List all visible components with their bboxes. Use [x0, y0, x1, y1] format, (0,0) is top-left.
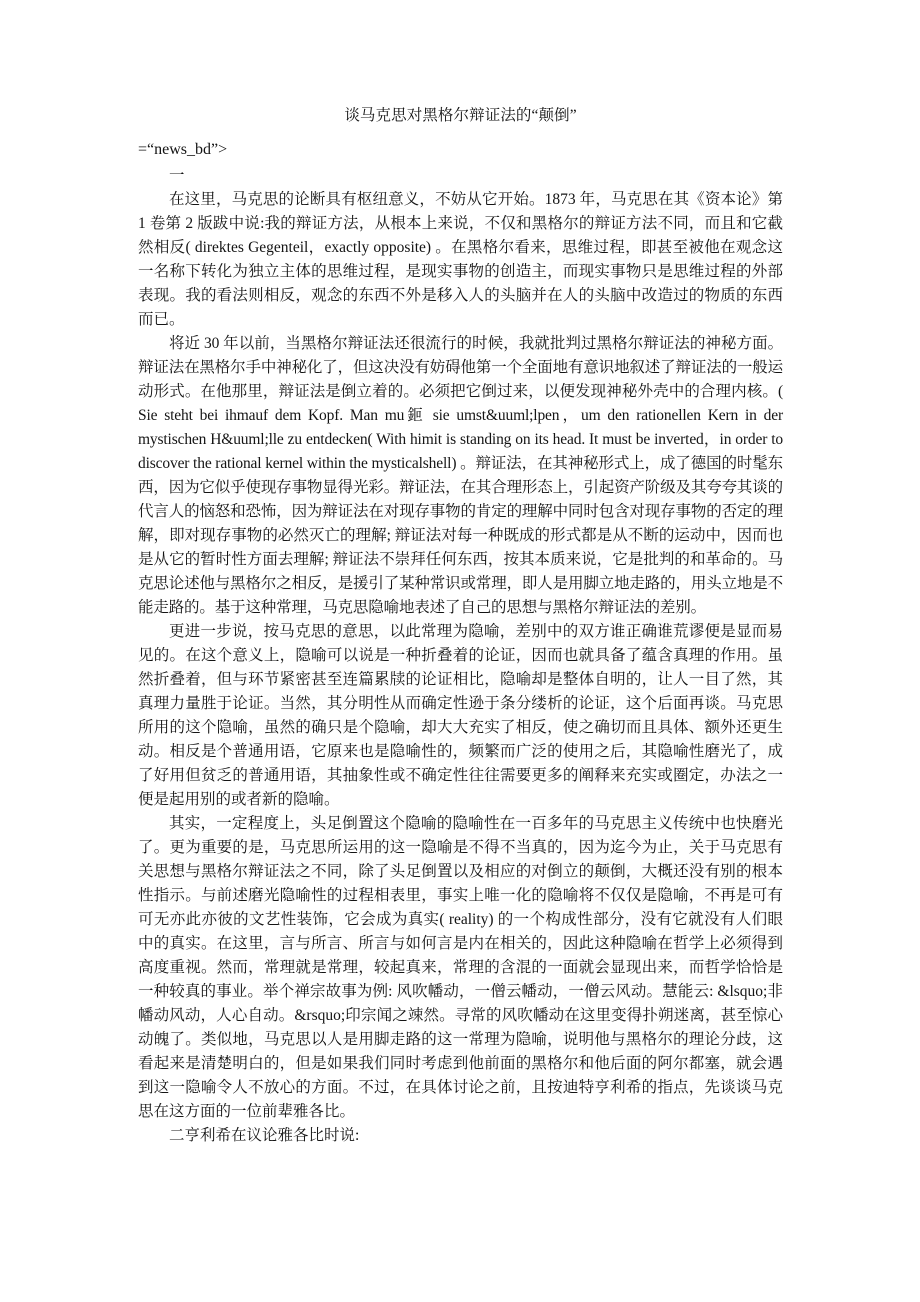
section-marker-one: 一 [169, 167, 185, 184]
raw-html-fragment: =“news_bd”> [138, 141, 228, 158]
paragraph-2: 将近 30 年以前，当黑格尔辩证法还很流行的时候，我就批判过黑格尔辩证法的神秘方面。辩证法在黑格尔手中神秘化了，但这决没有妨碍他第一个全面地有意识地叙述了辩证法的一般运动形式。在他那里，辩证法是倒立着的。必须把它倒过来，以便发现神秘外壳中的合理内核。( Sie steht bei ihmauf dem Kopf. Man mu鉕 sie umst&uuml;lpen，um den rationellen Kern in der mystischen H&uuml;lle zu entdecken( With himit is standing on its head. It must be inverted，in order to discover the rational kernel within the mysticalshell) 。辩证法，在其神秘形式上，成了德国的时髦东西，因为它似乎使现存事物显得光彩。辩证法，在其合理形态上，引起资产阶级及其夸夸其谈的代言人的恼怒和恐怖，因为辩证法在对现存事物的肯定的理解中同时包含对现存事物的否定的理解，即对现存事物的必然灭亡的理解; 辩证法对每一种既成的形式都是从不断的运动中，因而也是从它的暂时性方面去理解; 辩证法不崇拜任何东西，按其本质来说，它是批判的和革命的。马克思论述他与黑格尔之相反，是援引了某种常识或常理，即人是用脚立地走路的，用头立地是不能走路的。基于这种常理，马克思隐喻地表述了自己的思想与黑格尔辩证法的差别。 [138, 335, 783, 616]
paragraph-3: 更进一步说，按马克思的意思，以此常理为隐喻，差别中的双方谁正确谁荒谬便是显而易见的。在这个意义上，隐喻可以说是一种折叠着的论证，因而也就具备了蕴含真理的作用。虽然折叠着，但与环节紧密甚至连篇累牍的论证相比，隐喻却是整体自明的，让人一目了然，其真理力量胜于论证。当然，其分明性从而确定性逊于条分缕析的论证，这个后面再谈。马克思所用的这个隐喻，虽然的确只是个隐喻，却大大充实了相反，使之确切而且具体、额外还更生动。相反是个普通用语，它原来也是隐喻性的，频繁而广泛的使用之后，其隐喻性磨光了，成了好用但贫乏的普通用语，其抽象性或不确定性往往需要更多的阐释来充实或圈定，办法之一便是起用别的或者新的隐喻。 [138, 623, 783, 808]
paragraph-1: 在这里，马克思的论断具有枢纽意义，不妨从它开始。1873 年，马克思在其《资本论》第 1 卷第 2 版跋中说:我的辩证方法，从根本上来说，不仅和黑格尔的辩证方法不同，而且和它截然相反( direktes Gegenteil，exactly opposite) 。在黑格尔看来，思维过程，即甚至被他在观念这一名称下转化为独立主体的思维过程，是现实事物的创造主，而现实事物只是思维过程的外部表现。我的看法则相反，观念的东西不外是移入人的头脑并在人的头脑中改造过的物质的东西而已。 [138, 191, 783, 328]
page-title: 谈马克思对黑格尔辩证法的“颠倒” [344, 107, 577, 124]
paragraph-5: 二亨利希在议论雅各比时说: [169, 1127, 360, 1144]
document-body [138, 104, 783, 1148]
paragraph-4: 其实，一定程度上，头足倒置这个隐喻的隐喻性在一百多年的马克思主义传统中也快磨光了。更为重要的是，马克思所运用的这一隐喻是不得不当真的，因为迄今为止，关于马克思有关思想与黑格尔辩证法之不同，除了头足倒置以及相应的对倒立的颠倒，大概还没有别的根本性指示。与前述磨光隐喻性的过程相表里，事实上唯一化的隐喻将不仅仅是隐喻，不再是可有可无亦此亦彼的文艺性装饰，它会成为真实( reality) 的一个构成性部分，没有它就没有人们眼中的真实。在这里，言与所言、所言与如何言是内在相关的，因此这种隐喻在哲学上必须得到高度重视。然而，常理就是常理，较起真来，常理的含混的一面就会显现出来，而哲学恰恰是一种较真的事业。举个禅宗故事为例: 风吹幡动，一僧云幡动，一僧云风动。慧能云: &lsquo;非幡动风动，人心自动。&rsquo;印宗闻之竦然。寻常的风吹幡动在这里变得扑朔迷离，甚至惊心动魄了。类似地，马克思以人是用脚走路的这一常理为隐喻，说明他与黑格尔的理论分歧，这看起来是清楚明白的，但是如果我们同时考虑到他前面的黑格尔和他后面的阿尔都塞，就会遇到这一隐喻令人不放心的方面。不过，在具体讨论之前，且按迪特亨利希的指点，先谈谈马克思在这方面的一位前辈雅各比。 [138, 815, 783, 1120]
